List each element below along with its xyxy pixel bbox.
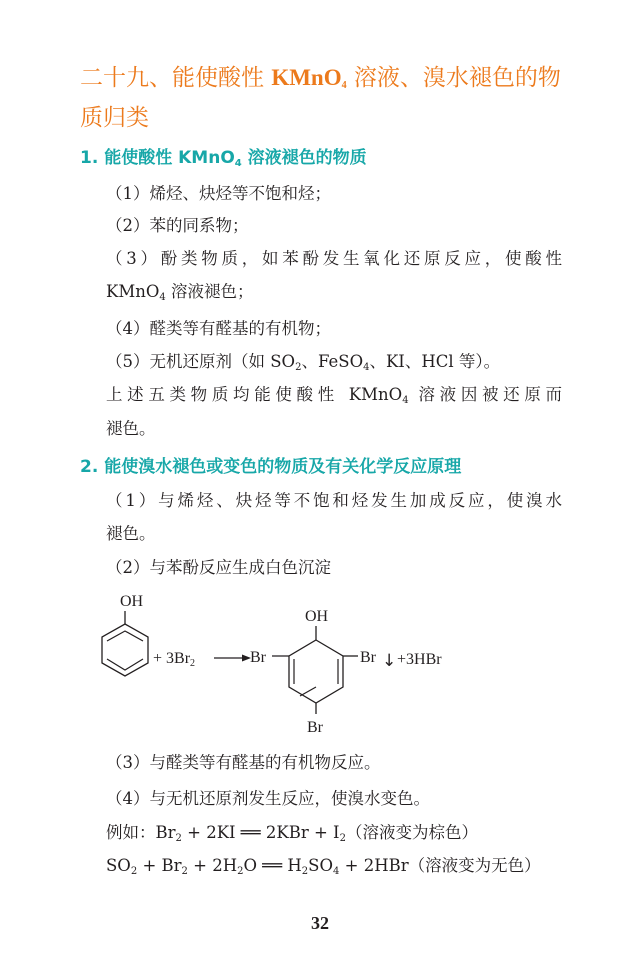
precipitate-arrow: ↓ xyxy=(382,651,397,671)
phenol-benzene-ring xyxy=(102,624,148,676)
phenol-bromination-equation xyxy=(100,586,560,746)
bromine-left-label: Br xyxy=(250,649,266,666)
list-item: （1）与烯烃、炔烃等不饱和烃发生加成反应，使溴水 xyxy=(106,491,562,510)
list-item: （4）醛类等有醛基的有机物； xyxy=(106,319,331,338)
summary-text-continued: 褪色。 xyxy=(106,419,156,438)
page-title: 二十九、能使酸性 KMnO$_4$ 溶液、溴水褪色的物 质归类 xyxy=(80,65,561,131)
summary-text: 上述五类物质均能使酸性 KMnO$_4$ 溶液因被还原而 xyxy=(106,385,563,406)
page-number: 32 xyxy=(311,913,329,933)
section-1-heading: 1. 能使酸性 KMnO$_4$ 溶液褪色的物质 xyxy=(80,148,367,169)
bromine-right-label: Br xyxy=(360,649,376,666)
list-item: （5）无机还原剂（如 $SO_2$、FeSO$_4$、KI、HCl 等）。 xyxy=(106,352,501,373)
phenol-inner-bond xyxy=(107,631,143,641)
reagent-label: + 3Br2 xyxy=(153,650,196,669)
list-item: （3）与醛类等有醛基的有机物反应。 xyxy=(106,753,381,772)
list-item: （2）与苯酚反应生成白色沉淀 xyxy=(106,558,331,577)
product-oh-label: OH xyxy=(305,608,329,625)
list-item: （4）与无机还原剂发生反应，使溴水变色。 xyxy=(106,789,430,808)
example-equation: 例如：$Br_2 + 2KI$ ══ $2KBr + I_2$（溶液变为棕色） xyxy=(106,823,478,844)
section-2-heading: 2. 能使溴水褪色或变色的物质及有关化学反应原理 xyxy=(80,457,462,477)
list-item: （2）苯的同系物； xyxy=(106,216,249,235)
product-inner-bond xyxy=(300,687,316,696)
product-benzene-ring xyxy=(289,640,343,703)
phenol-oh-label: OH xyxy=(120,593,144,610)
list-item: （3）酚类物质，如苯酚发生氧化还原反应，使酸性 xyxy=(106,249,562,268)
byproduct-label: +3HBr xyxy=(397,651,442,668)
bromine-bottom-label: Br xyxy=(307,719,323,736)
list-item-continued: KMnO$_4$ 溶液褪色； xyxy=(106,282,254,303)
list-item: （1）烯烃、炔烃等不饱和烃； xyxy=(106,184,331,203)
example-equation: $SO_2 + Br_2 + 2H_2O$ ══ $H_2SO_4 + 2HBr$（溶液变为无色） xyxy=(106,856,541,877)
list-item-continued: 褪色。 xyxy=(106,524,156,543)
